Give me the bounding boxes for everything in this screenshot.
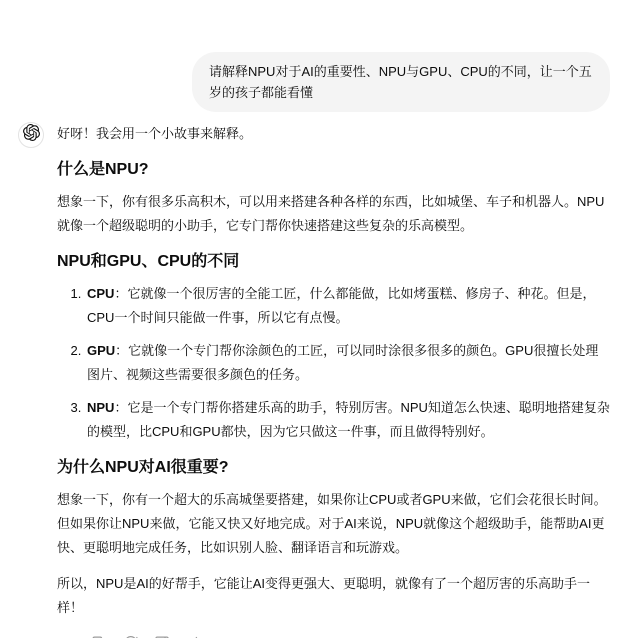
openai-logo-icon [23,124,40,146]
term-cpu: CPU [87,286,115,301]
message-action-bar [57,632,610,638]
desc-npu: ：它是一个专门帮你搭建乐高的助手，特别厉害。NPU知道怎么快速、聪明地搭建复杂的模型，比CPU和GPU都快，因为它只做这一件事，而且做得特别好。 [87,400,610,439]
read-aloud-icon [60,635,77,638]
thumbs-down-icon [153,635,170,638]
user-message-bubble [192,52,610,112]
paragraph-what-is-npu: 想象一下，你有很多乐高积木，可以用来搭建各种各样的东西，比如城堡、车子和机器人。NPU就像一个超级聪明的小助手，它专门帮你快速搭建这些复杂的乐高模型。 [57,194,605,233]
assistant-message-row [18,122,610,638]
regenerate-icon [122,635,139,638]
conclusion-paragraph: 所以，NPU是AI的好帮手，它能让AI变得更强大、更聪明，就像有了一个超厉害的乐高助手一样！ [57,576,591,615]
assistant-message-content [57,122,610,638]
copy-button[interactable] [88,632,110,638]
sparkle-icon [184,635,201,638]
assistant-avatar [18,122,44,148]
model-switcher-button[interactable] [181,632,215,638]
user-message-text: 请解释NPU对于AI的重要性、NPU与GPU、CPU的不同，让一个五岁的孩子都能看懂 [209,64,592,100]
paragraph-why-npu-important: 想象一下，你有一个超大的乐高城堡要搭建，如果你让CPU或者GPU来做，它们会花很长时间。但如果你让NPU来做，它能又快又好地完成。对于AI来说，NPU就像这个超级助手，能帮助AI更快、更聪明地完成任务，比如识别人脸、翻译语言和玩游戏。 [57,492,607,555]
difference-list [57,282,610,444]
list-item-gpu [85,339,610,387]
term-gpu: GPU [87,343,116,358]
desc-cpu: ：它就像一个很厉害的全能工匠，什么都能做，比如烤蛋糕、修房子、种花。但是，CPU一个时间只能做一件事，所以它有点慢。 [87,286,596,325]
copy-icon [91,635,108,638]
list-item-npu [85,396,610,444]
user-message-row [18,52,610,112]
heading-why-npu-important: 为什么NPU对AI很重要? [57,459,229,476]
regenerate-button[interactable] [119,632,141,638]
term-npu: NPU [87,400,115,415]
heading-what-is-npu: 什么是NPU? [57,161,149,178]
assistant-intro: 好呀！我会用一个小故事来解释。 [57,126,253,141]
heading-npu-gpu-cpu-difference: NPU和GPU、CPU的不同 [57,253,240,270]
thumbs-down-button[interactable] [150,632,172,638]
desc-gpu: ：它就像一个专门帮你涂颜色的工匠，可以同时涂很多很多的颜色。GPU很擅长处理图片、视频这些需要很多颜色的任务。 [87,343,599,382]
list-item-cpu [85,282,610,330]
read-aloud-button[interactable] [57,632,79,638]
